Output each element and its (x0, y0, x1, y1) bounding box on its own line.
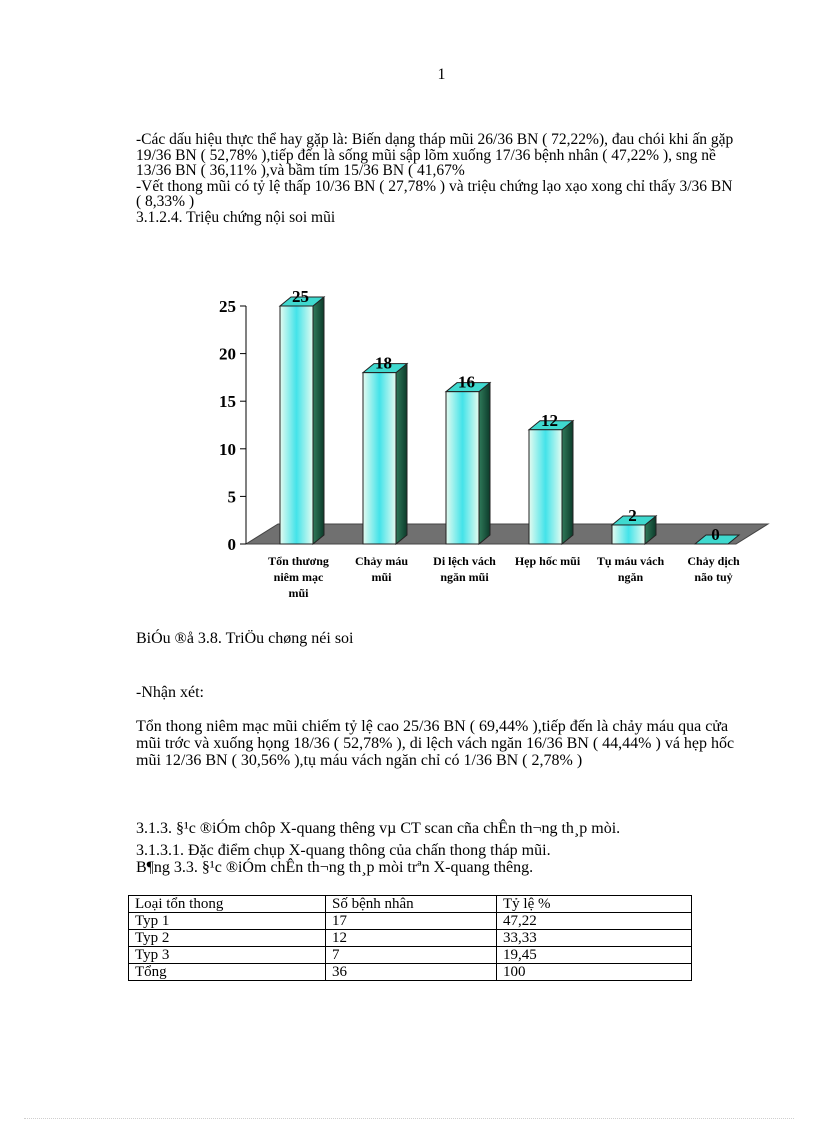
category-label: Hẹp hốc mũi (514, 554, 581, 568)
chart-svg (200, 270, 800, 630)
category-label: Tổn thương (268, 554, 329, 568)
table-cell: Tổng (129, 964, 326, 981)
data-label: 18 (375, 353, 392, 373)
table-cell: Typ 2 (129, 930, 326, 947)
page-number: 1 (437, 66, 446, 83)
category-label: ngăn mũi (440, 570, 489, 584)
y-tick-label: 5 (227, 487, 236, 507)
category-label: Di lệch vách (433, 554, 496, 568)
table-cell: 7 (326, 947, 497, 964)
data-label: 16 (458, 372, 475, 392)
chart-caption: BiÓu ®å 3.8. TriÖu chøng néi soi (136, 630, 354, 647)
category-label: Tụ máu vách (596, 554, 665, 568)
table-cell: 100 (497, 964, 692, 981)
bar (363, 373, 396, 544)
table-row (129, 930, 692, 947)
y-tick-label: 10 (219, 439, 236, 459)
endoscopy-bar-chart (200, 270, 800, 630)
category-label: mũi (288, 586, 309, 600)
table-cell: Typ 1 (129, 913, 326, 930)
bar-group (363, 364, 407, 544)
bar (280, 306, 313, 544)
y-tick-label: 25 (219, 297, 236, 316)
data-label: 12 (541, 410, 558, 430)
page-bottom-rule (24, 1118, 794, 1119)
category-label: Chảy dịch (687, 554, 740, 568)
subsection-heading: 3.1.3.1. Đặc điểm chụp X-quang thông của chấn thong tháp mũi. (136, 842, 551, 859)
data-label: 25 (292, 287, 309, 306)
bar-group (529, 421, 573, 544)
table-row (129, 913, 692, 930)
bar (529, 430, 562, 544)
table-cell: 12 (326, 930, 497, 947)
table-row (129, 964, 692, 981)
bar-group (280, 297, 324, 544)
findings-paragraphs (136, 132, 736, 225)
endoscopy-heading: 3.1.2.4. Triệu chứng nội soi mũi (136, 208, 336, 226)
table-cell: Typ 3 (129, 947, 326, 964)
table-caption: B¶ng 3.3. §¹c ®iÓm chÊn th¬ng th¸p mòi trªn X-quang thêng. (136, 859, 534, 876)
category-label: Chảy máu (354, 554, 409, 568)
table-cell: 17 (326, 913, 497, 930)
category-label: niêm mạc (273, 570, 324, 584)
bar-group (446, 383, 490, 544)
header-cell: Tỷ lệ % (497, 896, 692, 913)
category-label: ngăn (617, 570, 644, 584)
y-tick-label: 20 (219, 344, 236, 364)
header-cell: Loại tổn thong (129, 896, 326, 913)
y-tick-label: 15 (219, 392, 236, 412)
bar (446, 392, 479, 544)
bar-side (396, 364, 407, 544)
data-label: 2 (628, 505, 637, 525)
table-cell: 19,45 (497, 947, 692, 964)
remark-heading: -Nhận xét: (136, 684, 204, 701)
category-label: não tuỷ (694, 570, 733, 584)
data-label: 0 (711, 525, 720, 544)
table-header-row (129, 896, 692, 913)
section-heading: 3.1.3. §¹c ®iÓm chôp X-quang thêng vµ CT scan cña chÊn th¬ng th¸p mòi. (136, 820, 621, 837)
category-label: mũi (371, 570, 392, 584)
bar (612, 525, 645, 544)
wound-paragraph: -Vết thong mũi có tỷ lệ thấp 10/36 BN ( 27,78% ) và triệu chứng lạo xạo xong chỉ thấy 3/36 BN ( 8,33% ) (136, 177, 733, 210)
header-cell: Số bệnh nhân (326, 896, 497, 913)
table-cell: 47,22 (497, 913, 692, 930)
bar-side (313, 297, 324, 544)
y-tick-label: 0 (227, 535, 236, 554)
bar-side (562, 421, 573, 544)
bar-side (479, 383, 490, 544)
table-cell: 36 (326, 964, 497, 981)
table-row (129, 947, 692, 964)
physical-signs-paragraph: -Các dấu hiệu thực thể hay gặp là: Biến dạng tháp mũi 26/36 BN ( 72,22%), đau chói khi ấn gặp 19/36 BN ( 52,78% ),tiếp đến là sống mũi sập lõm xuống 17/36 bệnh nhân ( 47,22% ), sng nề 13/36 BN ( 36,11% ),và bầm tím 15/36 BN ( 41,67% (136, 131, 734, 179)
table-cell: 33,33 (497, 930, 692, 947)
remark-text: Tổn thong niêm mạc mũi chiếm tỷ lệ cao 25/36 BN ( 69,44% ),tiếp đến là chảy máu qua cửa mũi trớc và xuống họng 18/36 ( 52,78% ), di lệch vách ngăn 16/36 BN ( 44,44% ) vá hẹp hốc mũi 12/36 BN ( 30,56% ),tụ máu vách ngăn chỉ có 1/36 BN ( 2,78% ) (136, 718, 735, 769)
xray-table (128, 895, 692, 981)
